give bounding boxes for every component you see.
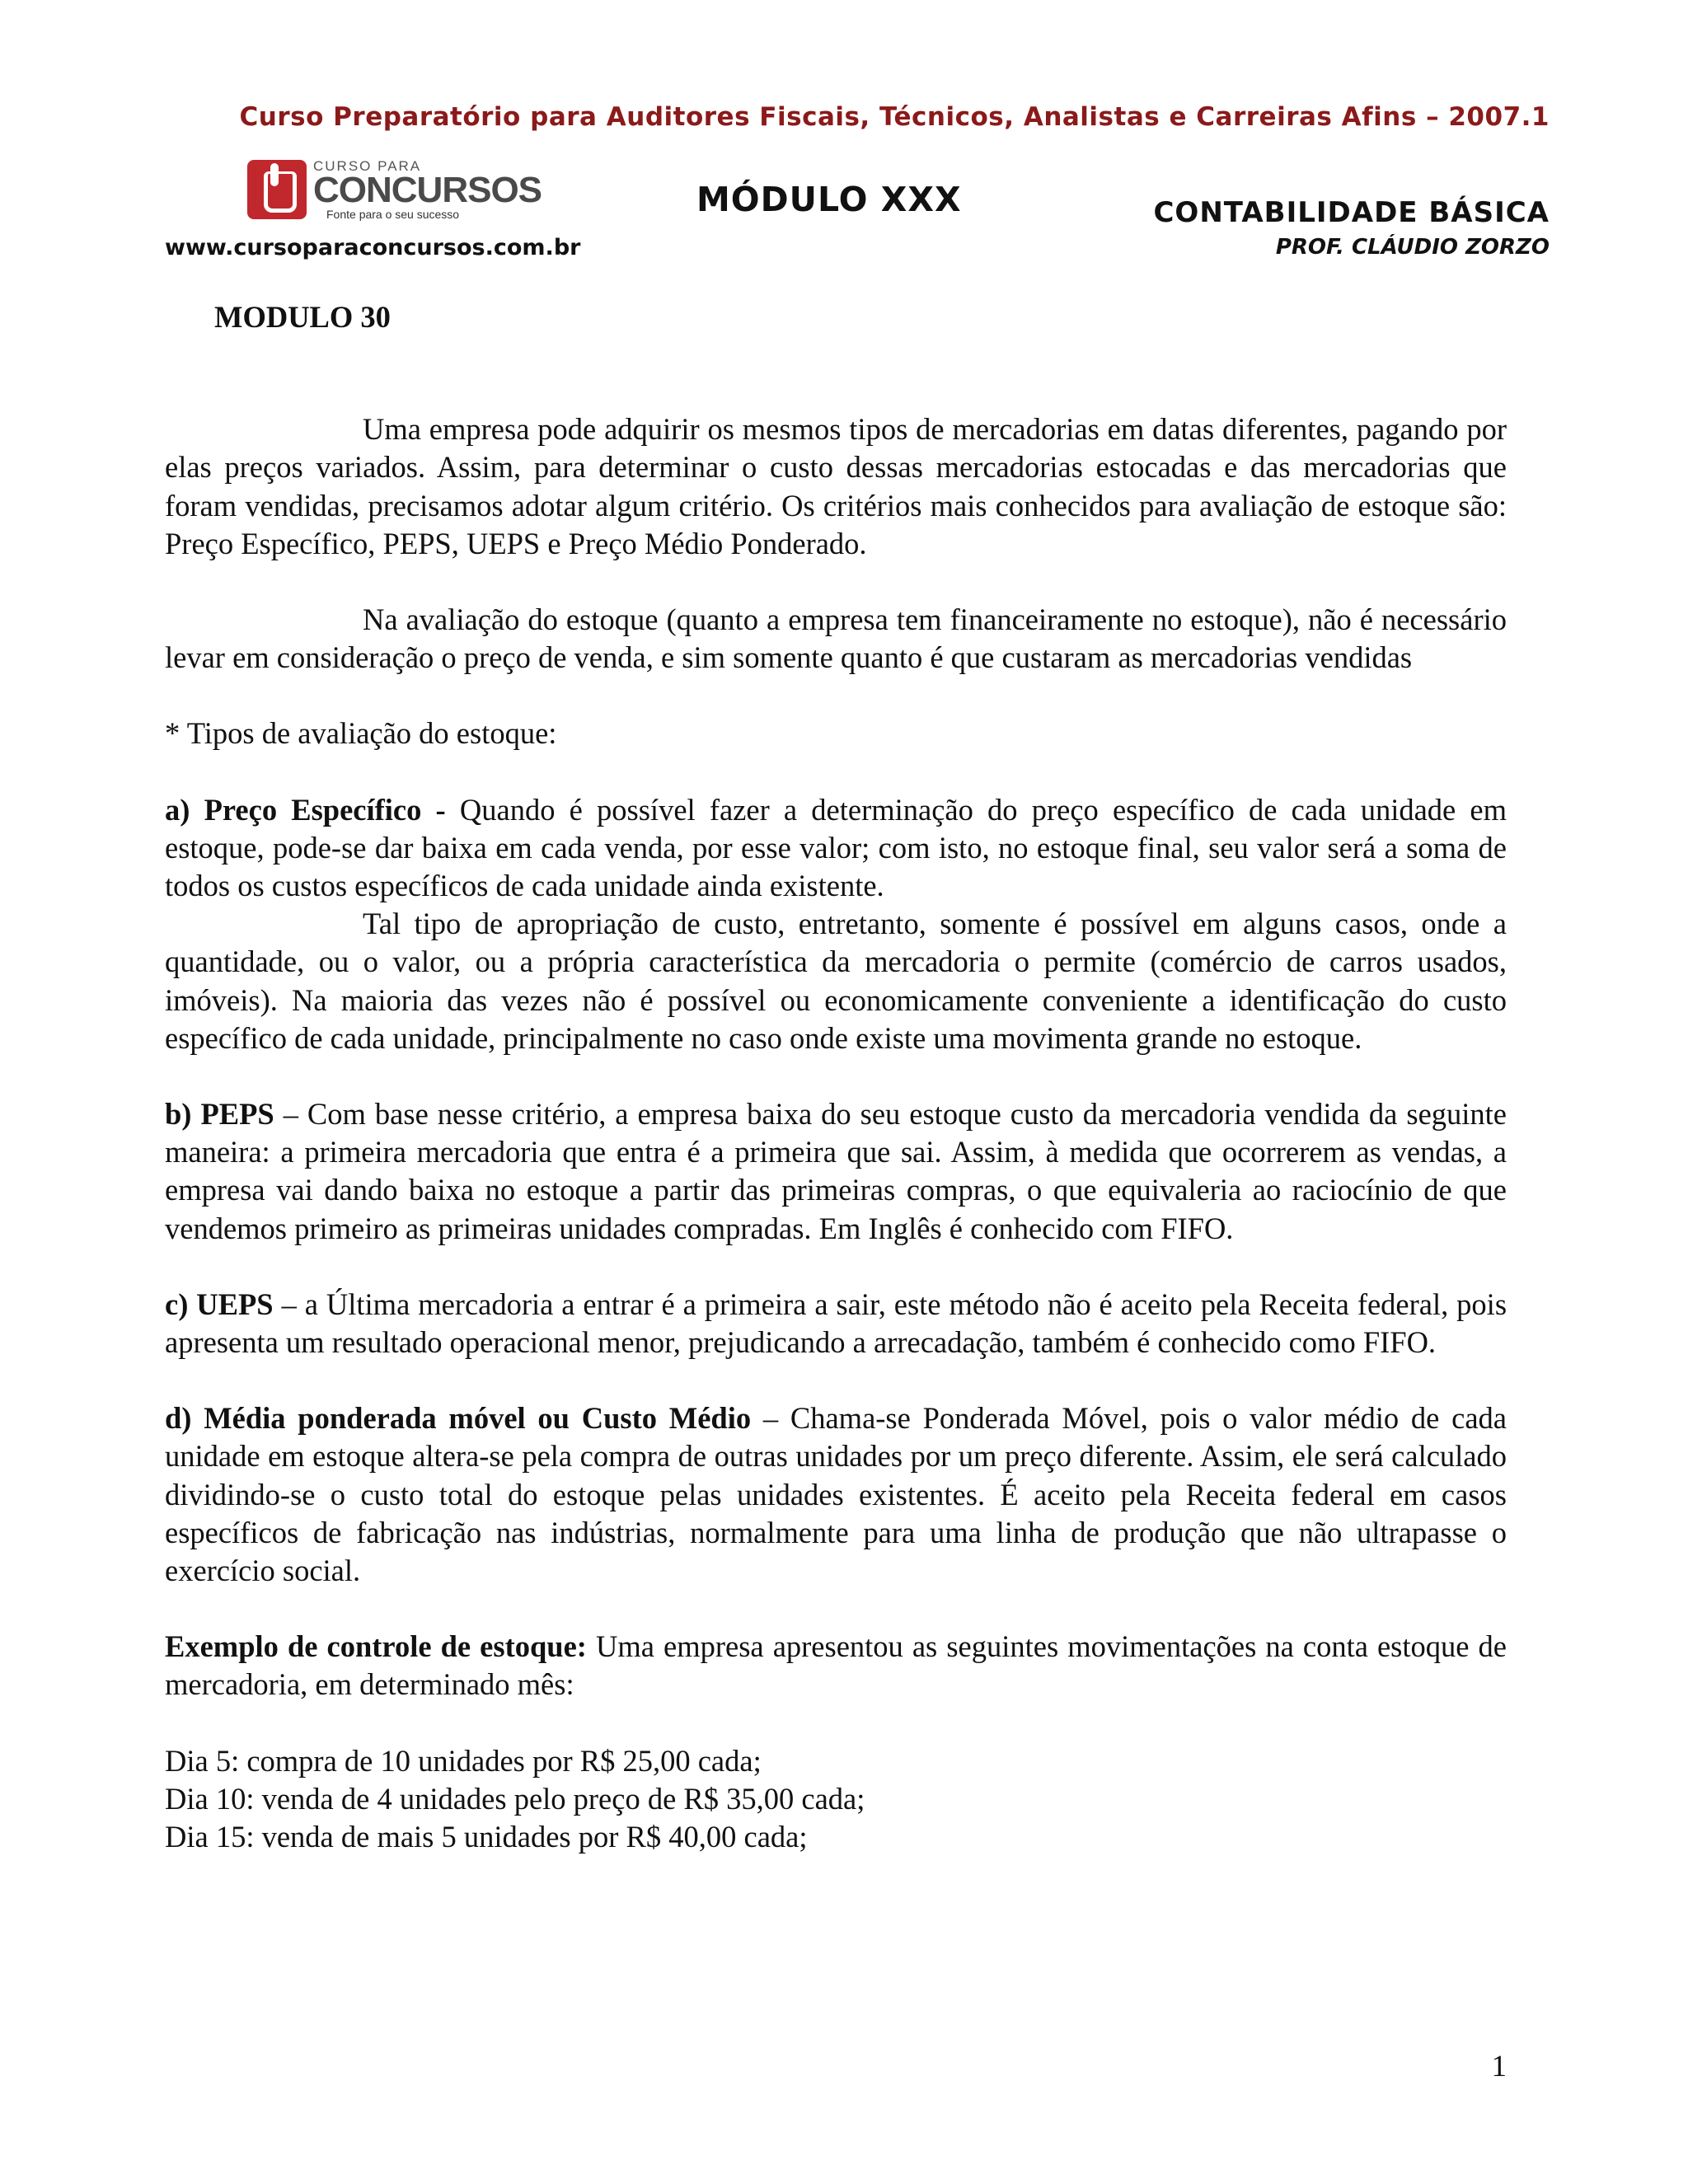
item-d-paragraph — [165, 1399, 1507, 1590]
movement-line-2: Dia 10: venda de 4 unidades pelo preço de R$ 35,00 cada; — [165, 1781, 865, 1816]
intro-paragraph-1: Uma empresa pode adquirir os mesmos tipos de mercadorias em datas diferentes, pagando por elas preços variados. Assim, para determinar o custo dessas mercadorias estocadas e das mercadorias que foram vendidas, precisamos adotar algum critério. Os critérios mais conhecidos para avaliação de estoque são: Preço Específico, PEPS, UEPS e Preço Médio Ponderado. — [165, 412, 1507, 560]
module-label: MÓDULO XXX — [696, 180, 962, 219]
course-logo — [247, 157, 542, 224]
hand-pointer-icon — [247, 160, 307, 219]
types-heading: * Tipos de avaliação do estoque: — [165, 716, 557, 751]
item-d-text: – Chama-se Ponderada Móvel, pois o valor médio de cada unidade em estoque altera-se pela compra de outras unidades por um preço diferente. Assim, ele será calculado dividindo-se o custo total do estoque pelas unidades existentes. É aceito pela Receita federal em casos específicos de fabricação nas indústrias, normalmente para uma linha de produção que não ultrapasse o exercício social. — [165, 1401, 1507, 1588]
item-b-label: b) PEPS — [165, 1097, 274, 1132]
item-a-continuation: Tal tipo de apropriação de custo, entretanto, somente é possível em alguns casos, onde a quantidade, ou o valor, ou a própria característica da mercadoria o permite (comércio de carros usados, imóveis). Na maioria das vezes não é possível ou economicamente conveniente a identificação do custo específico de cada unidade, principalmente no caso onde existe uma movimenta grande no estoque. — [165, 907, 1507, 1055]
professor-name: PROF. CLÁUDIO ZORZO — [1275, 235, 1550, 260]
item-c-label: c) UEPS — [165, 1286, 274, 1321]
logo-top-line: CURSO PARA — [313, 158, 422, 174]
item-b-text: – Com base nesse critério, a empresa baixa do seu estoque custo da mercadoria vendida da seguinte maneira: a primeira mercadoria que entra é a primeira que sai. Assim, à medida que ocorrerem as vendas, a empresa vai dando baixa no estoque a partir das primeiras compras, o que equivaleria ao raciocínio de que vendemos primeiro as primeiras unidades compradas. Em Inglês é conhecido com FIFO. — [165, 1097, 1507, 1245]
item-b-paragraph — [165, 1095, 1507, 1248]
website-url: www.cursoparaconcursos.com.br — [165, 235, 581, 260]
item-c-paragraph — [165, 1286, 1507, 1361]
item-a-label: a) Preço Específico - — [165, 792, 446, 827]
item-d-label: d) Média ponderada móvel ou Custo Médio — [165, 1401, 752, 1436]
logo-tagline: Fonte para o seu sucesso — [326, 208, 460, 221]
example-paragraph — [165, 1628, 1507, 1704]
logo-brand: CONCURSOS — [313, 170, 542, 210]
item-c-text: – a Última mercadoria a entrar é a primeira a sair, este método não é aceito pela Receita federal, pois apresenta um resultado operacional menor, prejudicando a arrecadação, também é conhecido como FIFO. — [165, 1286, 1507, 1360]
example-text: Uma empresa apresentou as seguintes movimentações na conta estoque de mercadoria, em determinado mês: — [165, 1629, 1507, 1702]
movement-line-1: Dia 5: compra de 10 unidades por R$ 25,00 cada; — [165, 1743, 762, 1778]
item-a-paragraph — [165, 791, 1507, 906]
page-title: MODULO 30 — [214, 300, 391, 334]
course-banner: Curso Preparatório para Auditores Fiscais, Técnicos, Analistas e Carreiras Afins – 2007.1 — [239, 102, 1550, 132]
document-body — [165, 298, 1507, 1856]
example-label: Exemplo de controle de estoque: — [165, 1629, 587, 1664]
movement-line-3: Dia 15: venda de mais 5 unidades por R$ 40,00 cada; — [165, 1820, 808, 1854]
page-number: 1 — [1491, 2050, 1507, 2083]
intro-paragraph-2: Na avaliação do estoque (quanto a empresa tem financeiramente no estoque), não é necessário levar em consideração o preço de venda, e sim somente quanto é que custaram as mercadorias vendidas — [165, 602, 1507, 675]
item-a-text: Quando é possível fazer a determinação do preço específico de cada unidade em estoque, pode-se dar baixa em cada venda, por esse valor; com isto, no estoque final, seu valor será a soma de todos os custos específicos de cada unidade ainda existente. — [165, 792, 1507, 903]
subject-title: CONTABILIDADE BÁSICA — [1153, 196, 1550, 229]
